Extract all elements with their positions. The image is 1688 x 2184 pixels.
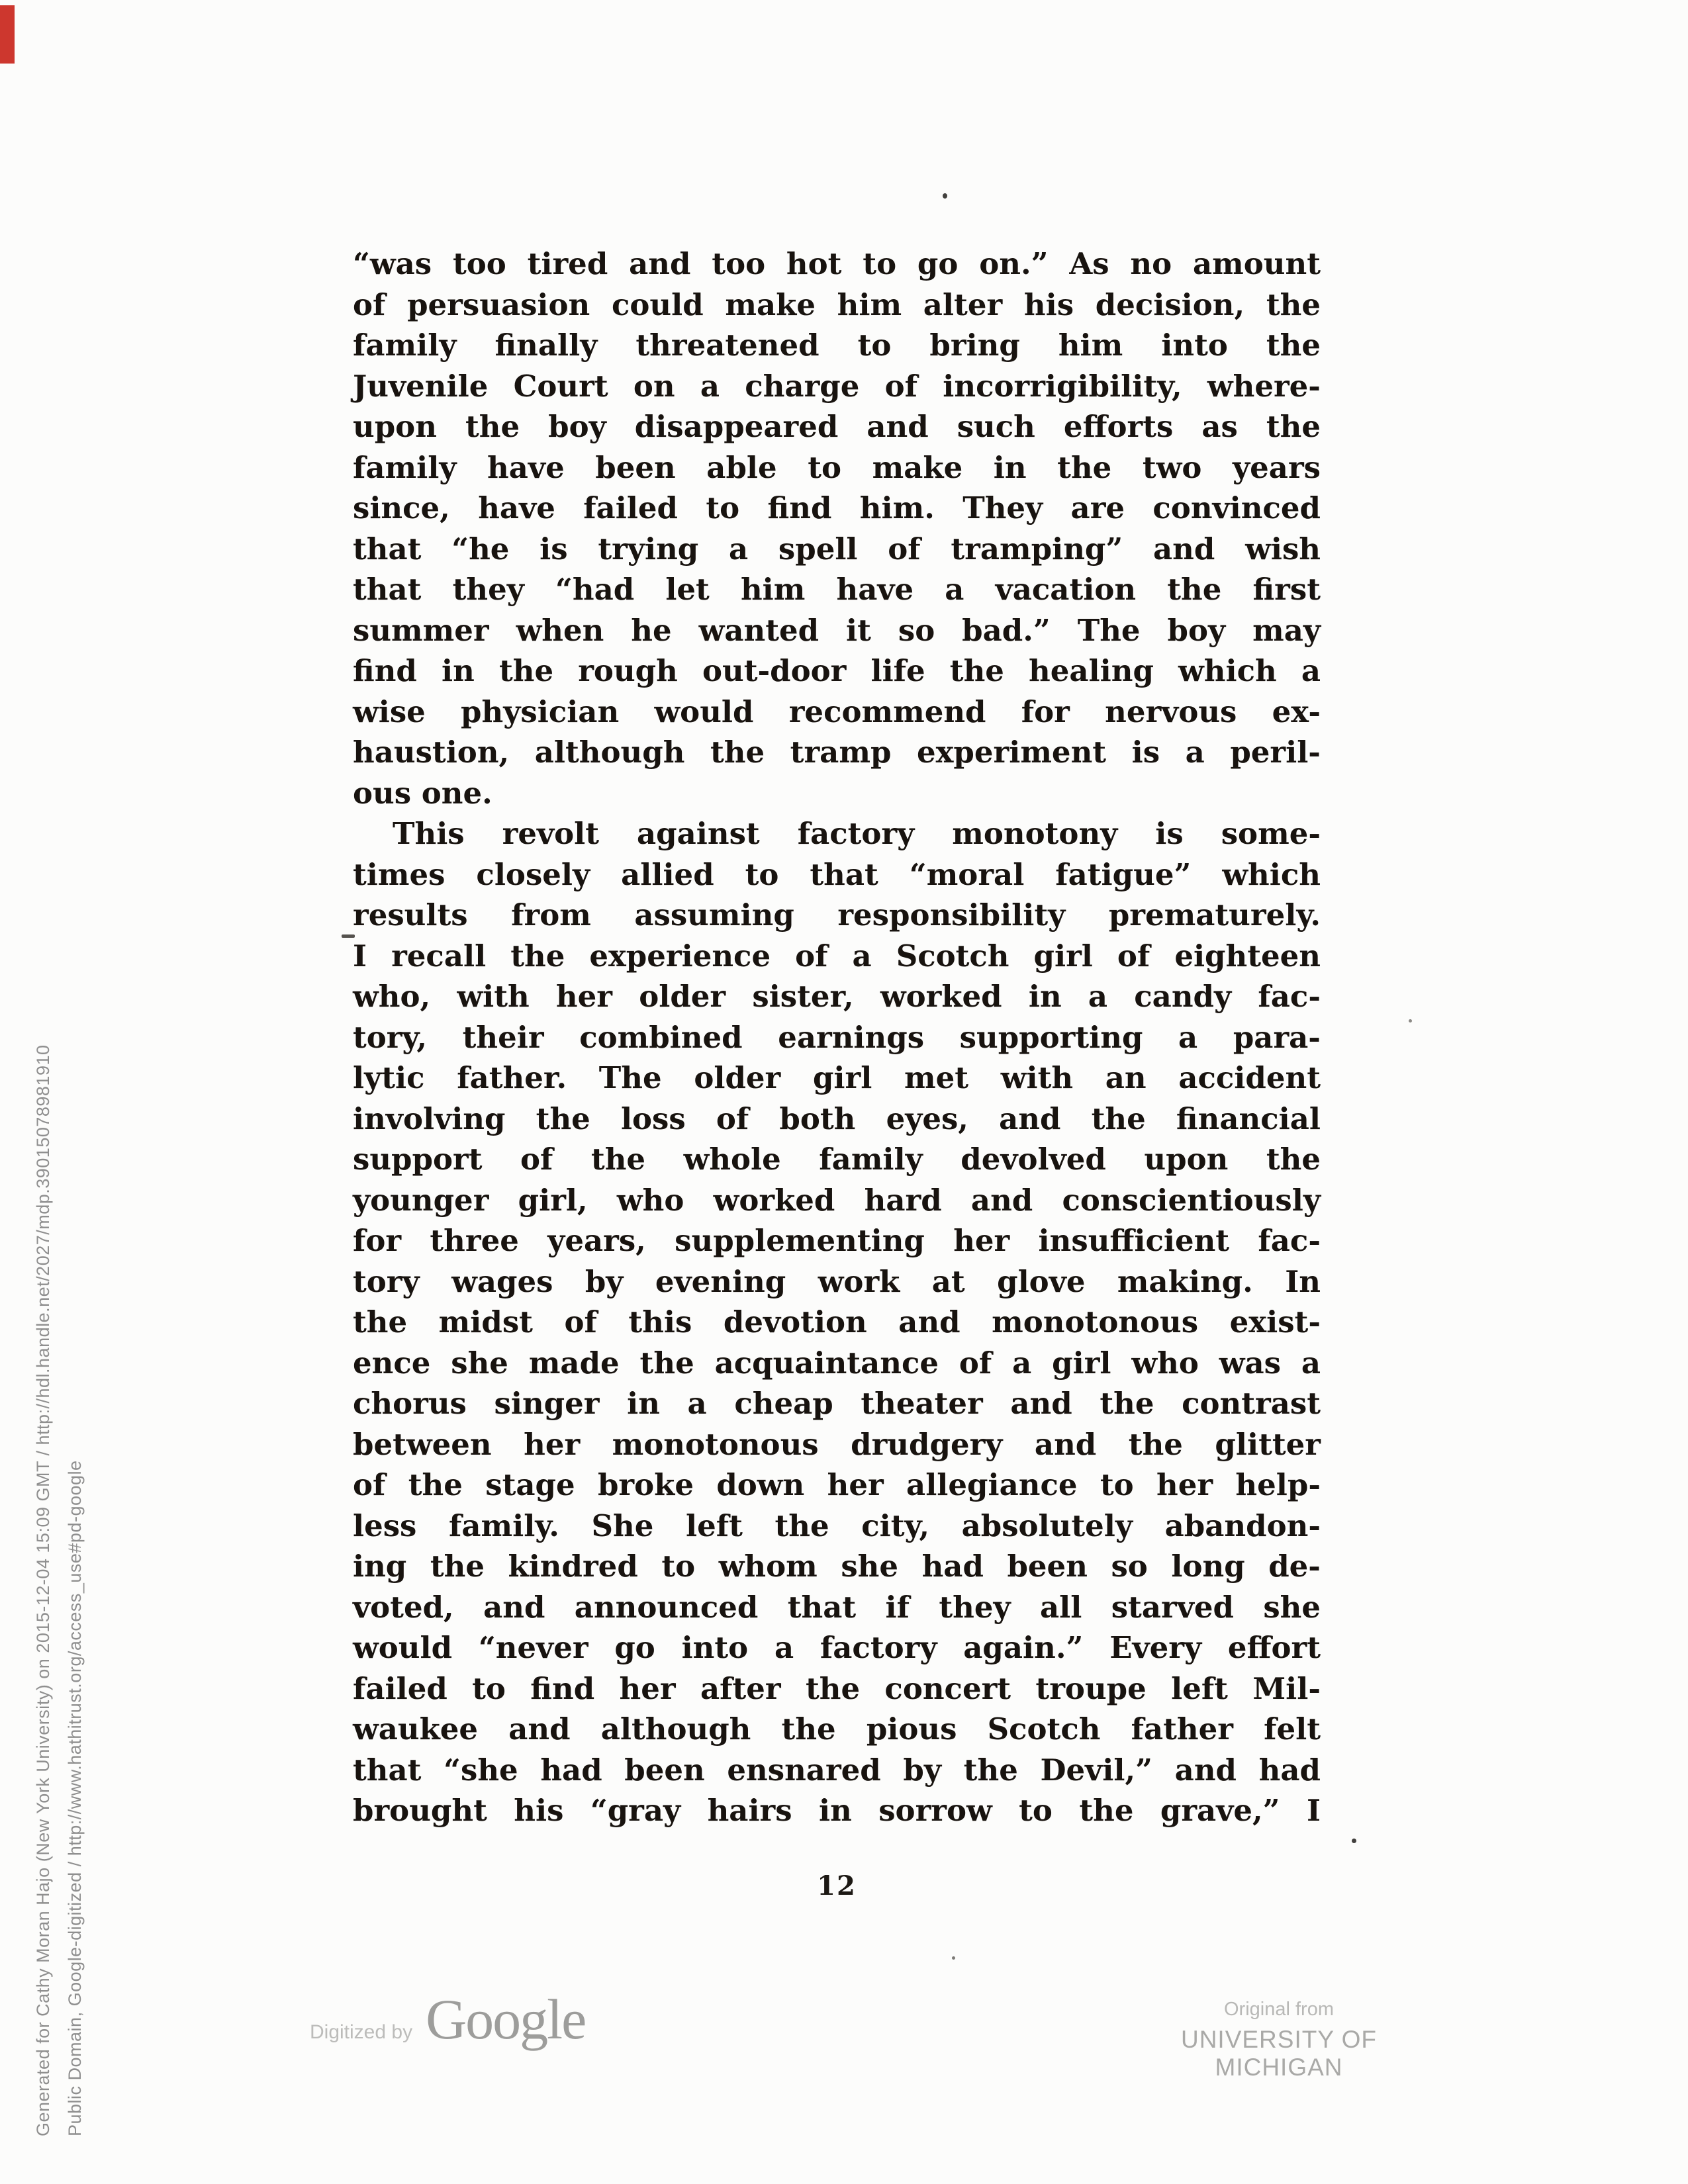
text-line: tory, their combined earnings supporting a para- — [353, 1019, 1321, 1055]
hathitrust-generated-watermark: Generated for Cathy Moran Hajo (New York University) on 2015-12-04 15:09 GMT / http://hdl.handle.net/2027/mdp.39015078981910 — [33, 1044, 53, 2136]
text-line: chorus singer in a cheap theater and the contrast — [353, 1386, 1321, 1421]
digitized-by-label: Digitized by — [310, 2021, 413, 2043]
text-line: This revolt against factory monotony is some- — [393, 816, 1321, 851]
page-number: 12 — [817, 1870, 857, 1901]
text-line: voted, and announced that if they all starved she — [353, 1589, 1321, 1625]
text-line: that they “had let him have a vacation the first — [353, 572, 1321, 607]
hathitrust-public-domain-watermark: Public Domain, Google-digitized / http://www.hathitrust.org/access_use#pd-google — [65, 1460, 85, 2136]
text-line: wise physician would recommend for nervous ex- — [353, 694, 1321, 729]
text-line: “was too tired and too hot to go on.” As no amount — [353, 246, 1321, 281]
text-line: lytic father. The older girl met with an accident — [353, 1060, 1321, 1095]
text-line: results from assuming responsibility prematurely. — [353, 897, 1321, 933]
scan-artifact-dot — [1409, 1019, 1412, 1023]
text-line: family finally threatened to bring him into the — [353, 328, 1321, 363]
text-line: the midst of this devotion and monotonous exist- — [353, 1304, 1321, 1340]
original-from-block — [1133, 1999, 1425, 2081]
text-line: between her monotonous drudgery and the glitter — [353, 1426, 1321, 1462]
text-line: support of the whole family devolved upon the — [353, 1142, 1321, 1177]
scan-artifact-dash — [342, 934, 355, 938]
paragraph-continued — [353, 244, 1321, 813]
text-line: find in the rough out-door life the healing which a — [353, 653, 1321, 688]
text-line: less family. She left the city, absolutely abandon- — [353, 1508, 1321, 1543]
text-line: of the stage broke down her allegiance to her help- — [353, 1467, 1321, 1502]
text-line: Juvenile Court on a charge of incorrigibility, where- — [353, 368, 1321, 404]
scan-artifact-dot — [1352, 1839, 1356, 1843]
text-line: summer when he wanted it so bad.” The boy may — [353, 612, 1321, 648]
text-line: times closely allied to that “moral fatigue” which — [353, 856, 1321, 892]
text-line: tory wages by evening work at glove making. In — [353, 1263, 1321, 1299]
text-line: family have been able to make in the two years — [353, 449, 1321, 485]
text-line: failed to find her after the concert troupe left Mil- — [353, 1670, 1321, 1706]
text-line: upon the boy disappeared and such efforts as the — [353, 409, 1321, 444]
text-line: ence she made the acquaintance of a girl who was a — [353, 1345, 1321, 1381]
text-line: involving the loss of both eyes, and the financial — [353, 1101, 1321, 1136]
page-text-block — [353, 244, 1321, 1831]
scan-artifact-dot — [943, 193, 947, 199]
original-from-label: Original from — [1224, 1999, 1334, 2020]
text-line: waukee and although the pious Scotch father felt — [353, 1711, 1321, 1747]
text-line: ing the kindred to whom she had been so long de- — [353, 1549, 1321, 1584]
text-line: would “never go into a factory again.” Every effort — [353, 1630, 1321, 1665]
text-line: haustion, although the tramp experiment is a peril- — [353, 735, 1321, 770]
text-line: younger girl, who worked hard and conscientiously — [353, 1182, 1321, 1218]
institution-label: UNIVERSITY OF MICHIGAN — [1180, 2026, 1378, 2081]
text-line: I recall the experience of a Scotch girl of eighteen — [353, 938, 1321, 974]
text-line: brought his “gray hairs in sorrow to the grave,” I — [353, 1793, 1321, 1828]
text-line: that “he is trying a spell of tramping” and wish — [353, 531, 1321, 567]
text-line: ous one. — [353, 775, 492, 811]
scan-artifact-dot — [952, 1956, 955, 1960]
google-logo: Google — [426, 1987, 586, 2051]
text-line: that “she had been ensnared by the Devil,” and had — [353, 1752, 1321, 1788]
text-line: since, have failed to find him. They are convinced — [353, 490, 1321, 525]
text-line: who, with her older sister, worked in a candy fac- — [353, 979, 1321, 1014]
scan-edge-red-mark — [0, 5, 15, 64]
text-line: of persuasion could make him alter his decision, the — [353, 287, 1321, 322]
text-line: for three years, supplementing her insufficient fac- — [353, 1223, 1321, 1258]
digitized-by-google — [310, 1987, 586, 2051]
paragraph-revolt-against-factory — [353, 813, 1321, 1831]
